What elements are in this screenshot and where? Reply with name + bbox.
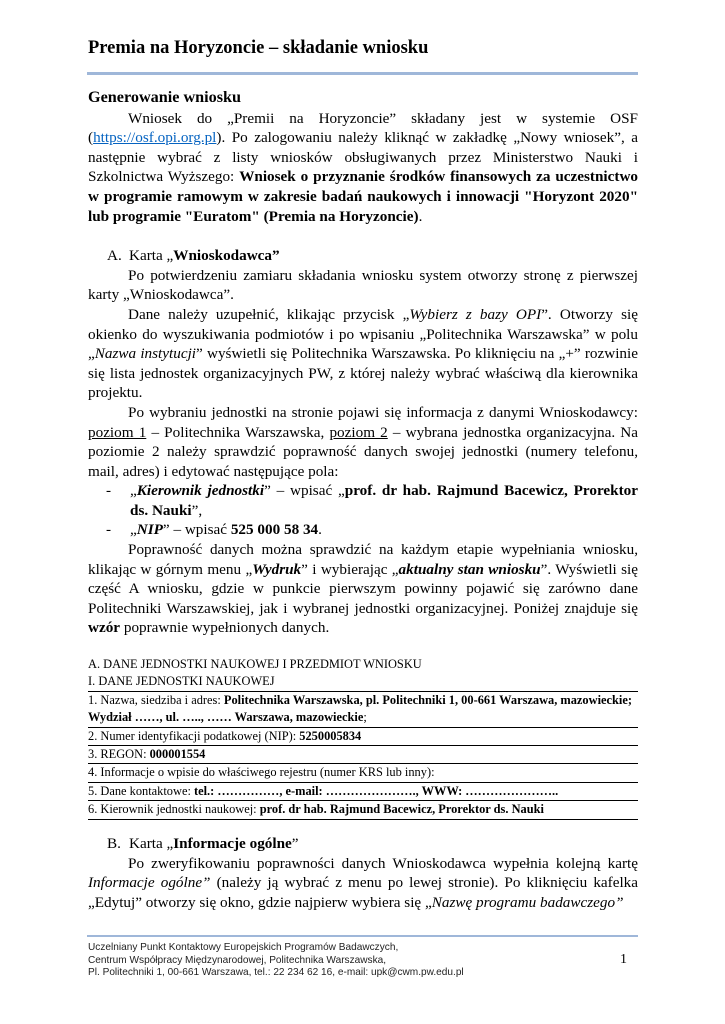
field-name: NIP: [136, 521, 163, 539]
section-label: A.: [107, 247, 122, 265]
field-value: 5250005834: [299, 728, 362, 743]
text-run: „: [130, 521, 137, 539]
section-title-bold: Informacje ogólne: [173, 835, 292, 852]
form-row-contact: [88, 783, 638, 801]
text-run: Poprawność danych można sprawdzić na każdym etapie wypełniania wniosku, klikając w górnym menu „: [88, 541, 638, 578]
text-run: ”. Otworzy się okienko do wyszukiwania podmiotów i po wpisaniu „Politechnika Warszawska” w polu „: [88, 305, 638, 363]
dash-bullet: -: [106, 521, 112, 539]
section-title-bold: Wnioskodawca”: [173, 247, 280, 265]
paragraph-a1: Po potwierdzeniu zamiaru składania wniosku system otworzy stronę z pierwszej karty „Wnioskodawca”.: [88, 266, 638, 304]
osf-link[interactable]: https://osf.opi.org.pl: [93, 129, 217, 147]
field-value: prof. dr hab. Rajmund Bacewicz, Prorektor ds. Nauki: [259, 802, 544, 817]
text-run: Po zweryfikowaniu poprawności danych Wnioskodawca wypełnia kolejną kartę: [128, 854, 638, 872]
text-run: „: [130, 482, 137, 500]
text-run: .: [418, 207, 423, 225]
text-run: (należy ją wybrać z menu po lewej stronie). Po kliknięciu kafelka „Edytuj” otworzy się okno, gdzie najpierw wybiera się „: [88, 874, 639, 911]
form-sample: [88, 656, 638, 820]
text-run: ” – wpisać: [162, 521, 231, 539]
section-heading-b: [88, 834, 638, 854]
footer-line-3: Pl. Politechniki 1, 00-661 Warszawa, tel.: 22 234 62 16, e-mail: upk@cwm.pw.edu.pl: [88, 967, 464, 979]
header-divider: [87, 72, 638, 75]
section-label: B.: [107, 835, 121, 852]
text-run: Dane należy uzupełnić, klikając przycisk „: [128, 305, 410, 323]
form-row-nip: [88, 728, 638, 746]
field-name-italic: Nazwa instytucji: [94, 345, 197, 363]
form-row-section: A. DANE JEDNOSTKI NAUKOWEJ I PRZEDMIOT WNIOSKU: [88, 657, 422, 671]
field-value: 525 000 58 34: [230, 521, 319, 539]
field-value: Politechnika Warszawska, pl. Politechniki 1, 00-661 Warszawa, mazowieckie; Wydział ……, ul. ….., …… Warszawa, mazowieckie: [88, 692, 632, 725]
button-name-italic: Wybierz z bazy OPI: [409, 305, 542, 323]
level-2-underlined: poziom 2: [329, 423, 388, 441]
footer-line-2: Centrum Współpracy Międzynarodowej, Politechnika Warszawska,: [88, 954, 387, 966]
text-run: ”: [291, 835, 299, 852]
page-header-title: Premia na Horyzoncie – składanie wniosku: [88, 38, 429, 58]
text-run: Karta „: [129, 835, 174, 852]
form-row-krs: 4. Informacje o wpisie do właściwego rejestru (numer KRS lub inny):: [88, 764, 638, 782]
card-name-italic: Informacje ogólne”: [88, 874, 211, 892]
paragraph-a3: [88, 403, 638, 481]
field-value: 000001554: [149, 747, 206, 762]
text-run: ). Po zalogowaniu należy kliknąć w zakładkę „Nowy wniosek”, a następnie wybrać z listy wniosków obsługiwanych przez Ministerstwo Nauki i Szkolnictwa Wyższego:: [88, 129, 638, 186]
paragraph-a2: [88, 305, 638, 403]
text-run: Wniosek do „Premii na Horyzoncie” składany jest w systemie OSF (: [88, 109, 638, 147]
footer-divider: [87, 935, 638, 937]
section-b: [88, 834, 638, 912]
level-1-underlined: poziom 1: [88, 423, 147, 441]
list-item-kierownik: [88, 481, 638, 520]
text-run: ” i wybierając „: [301, 560, 399, 578]
option-name: aktualny stan wniosku: [398, 560, 541, 578]
section-heading-generowanie: Generowanie wniosku: [88, 88, 242, 106]
field-value: tel.: ……………, e-mail: …………………., WWW: …………………..: [193, 783, 559, 798]
field-value: prof. dr hab. Rajmund Bacewicz, Prorektor ds. Nauki: [130, 482, 638, 519]
form-row-subsection: I. DANE JEDNOSTKI NAUKOWEJ: [88, 673, 638, 691]
text-run: 3. REGON:: [88, 747, 150, 762]
text-run: Karta „: [129, 247, 174, 265]
field-name-italic: Nazwę programu badawczego”: [431, 893, 624, 911]
text-run: poprawnie wypełnionych danych.: [120, 619, 330, 637]
text-run: ” – wpisać „: [264, 482, 345, 500]
text-run: – Politechnika Warszawska,: [146, 423, 330, 441]
paragraph-generowanie: [88, 109, 638, 227]
text-run: 2. Numer identyfikacji podatkowej (NIP):: [88, 728, 300, 743]
form-row-regon: [88, 746, 638, 764]
text-run: ”,: [191, 501, 203, 519]
text-run: 1. Nazwa, siedziba i adres:: [88, 692, 224, 707]
dash-bullet: -: [106, 482, 112, 500]
text-run: 6. Kierownik jednostki naukowej:: [88, 802, 260, 817]
text-run: .: [318, 521, 322, 539]
form-row-head: [88, 801, 638, 819]
paragraph-b1: [88, 854, 638, 913]
text-run: ”. Wyświetli się część A wniosku, gdzie w punkcie pierwszym powinny pojawić się zarówno dane Politechniki Warszawskiej, jak i wybranej jednostki organizacyjnej. Poniżej znajduje się: [88, 560, 639, 617]
text-run: – wybrana jednostka organizacyjna. Na poziomie 2 należy sprawdzić poprawność danych swojej jednostki (numery telefonu, mail, adres) i edytować następujące pola:: [88, 423, 638, 480]
text-run: Po wybraniu jednostki na stronie pojawi się informacja z danymi Wnioskodawcy:: [128, 403, 638, 421]
section-heading-a: [88, 246, 638, 266]
menu-name: Wydruk: [252, 560, 302, 578]
application-name: Wniosek o przyznanie środków finansowych za uczestnictwo w programie ramowym w zakresie badań naukowych i innowacji "Horyzont 2020" lub programie "Euratom" (Premia na Horyzoncie): [88, 168, 639, 225]
field-name: Kierownik jednostki: [136, 482, 265, 500]
spacer: [88, 226, 638, 246]
footer-line-1: Uczelniany Punkt Kontaktowy Europejskich Programów Badawczych,: [88, 942, 399, 953]
text-bold: wzór: [88, 619, 121, 637]
text-run: ;: [363, 710, 367, 725]
main-content: [88, 88, 638, 638]
page-number: 1: [620, 952, 627, 967]
text-run: 5. Dane kontaktowe:: [88, 783, 194, 798]
list-item-nip: [88, 520, 638, 540]
form-row-address: [88, 692, 638, 728]
page-footer: [88, 942, 558, 980]
text-run: ” wyświetli się Politechnika Warszawska. Po kliknięciu na „+” rozwinie się lista jednostek organizacyjnych PW, z której należy wybrać właściwą dla kierownika projektu.: [88, 345, 638, 402]
paragraph-a4: [88, 540, 638, 638]
